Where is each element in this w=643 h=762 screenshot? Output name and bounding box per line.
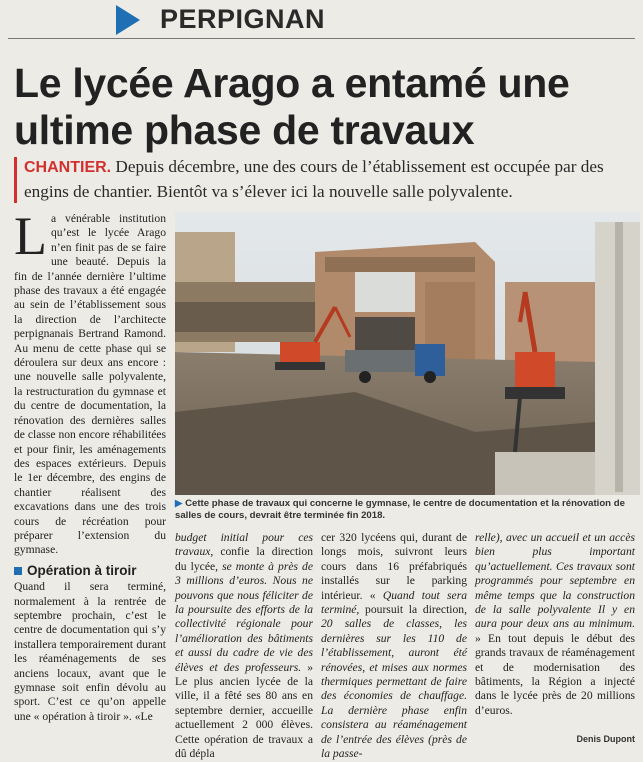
section-rubric	[0, 0, 643, 40]
col4-paragraph	[475, 531, 635, 718]
col3-paragraph	[321, 531, 467, 762]
rubric-arrow-icon	[116, 5, 140, 35]
col2-normal-2: » Le plus ancien lycée de la ville, il a fêté ses 80 ans en septembre dernier, accueille actuellement 2 000 élèves. Cette opération de travaux a dû dépla	[175, 660, 313, 761]
chapeau-tag: CHANTIER.	[24, 159, 112, 176]
col3-italic-1: Quand tout sera terminé,	[321, 588, 468, 617]
chapeau-text: Depuis décembre, une des cours de l’établissement est occupée par des engins de chantier. Bientôt va s’élever ici la nouvelle salle polyvalente.	[24, 157, 604, 201]
column-2	[175, 531, 313, 762]
chapeau-paragraph	[24, 155, 634, 204]
subhead-label: Opération à tiroir	[27, 562, 137, 578]
construction-site-image	[175, 212, 640, 495]
caption-text: Cette phase de travaux qui concerne le gymnase, le centre de documentation et la rénovation de salles de cours, devrait être terminée fin 2018.	[175, 498, 625, 521]
subhead	[14, 564, 166, 578]
subhead-square-icon	[14, 567, 22, 575]
construction-photo	[175, 212, 640, 495]
rubric-rule	[8, 38, 635, 39]
col2-italic-2: se monte à près de 3 millions d’euros. Nous ne pouvons que nous féliciter de la poursuite des efforts de la collectivité régionale pour l’amélioration des bâtiments et aussi du cadre de vie des élèves et des professeurs.	[175, 559, 313, 674]
chapeau-bar	[14, 157, 17, 203]
col3-normal-1: cer 320 lycéens qui, durant de longs mois, suivront leurs cours dans 16 préfabriqués installés sur le parking intérieur. «	[321, 531, 467, 602]
col2-paragraph	[175, 531, 313, 762]
col2-normal-1: confie la direction du lycée,	[175, 545, 313, 573]
col1-paragraph-2: Quand il sera terminé, normalement à la rentrée de septembre prochain, c’est le centre de documentation qui s’y installera temporairement durant les réaménagements de ses anciens locaux, avant que le gymnase soit enfin dévolu au sport. C’est ce qu’on appelle une « opération à tiroir ». «Le	[14, 580, 166, 723]
col3-normal-2: poursuit la direction,	[359, 603, 467, 617]
photo-credit: Denis Dupont	[576, 734, 635, 744]
photo-caption	[175, 498, 635, 522]
column-3	[321, 531, 467, 762]
col1-paragraph-1	[14, 206, 166, 558]
rubric-name: PERPIGNAN	[160, 4, 326, 34]
chapeau	[14, 155, 634, 204]
column-4	[475, 531, 635, 718]
headline: Le lycée Arago a entamé une ultime phase de travaux	[14, 60, 570, 153]
col1-text-1: a vénérable institution qu’est le lycée Arago n’en finit pas de se faire une beauté. Depuis la fin de l’année dernière l’ultime phase des travaux a été engagée au sein de l’établissement sous la direction de l’architecte perpignanais Bertrand Ramond. Au menu de cette phase qui se déroulera sur deux ans encore : une nouvelle salle polyvalente, la restructuration du gymnase et du centre de documentation, la rénovation des dernières salles de classe non encore réhabilitées et pour finir, les aménagements des espaces extérieurs. Depuis le 1er décembre, des engins de chantier réalisent des excavations dans une des trois cours de récréation pour préparer l’extension du gymnase.	[14, 212, 166, 557]
dropcap: L	[14, 206, 47, 266]
col2-italic-1: budget initial pour ces travaux,	[175, 531, 313, 559]
caption-arrow-icon: ▶	[175, 498, 183, 509]
col4-normal-1: » En tout depuis le début des grands travaux de réaménagement et de modernisation des bâtiments, la Région a injecté dans le lycée près de 20 millions d’euros.	[475, 631, 635, 717]
col4-italic-1: relle), avec un accueil et un accès bien plus important qu’actuellement. Ces travaux sont programmés pour septembre en même temps que la construction de la salle polyvalente Il y en aura pour deux ans au minimum.	[475, 531, 635, 631]
column-1	[14, 206, 166, 724]
col3-italic-2: 20 salles de classes, les dernières sur les 110 de l’établissement, auront été rénovées, et mises aux normes thermiques permettant de faire des économies de chauffage. La dernière phase enfin consistera au réaménagement de l’entrée des élèves (près de la passe-	[321, 617, 467, 761]
